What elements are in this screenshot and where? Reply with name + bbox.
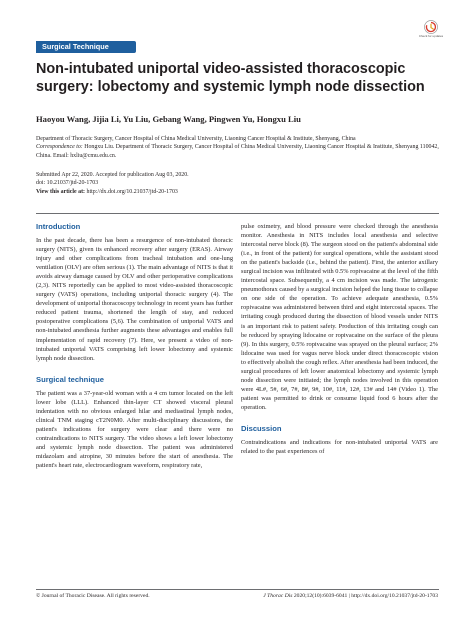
technique-continued-paragraph: pulse oximetry, and blood pressure were checked through the anesthesia monitor. Anesthesia in NITS includes local anesthesia and selective intercostal nerve block (8). The surgeon stood on the patient's abdominal side (i.e., in front of the patient) for surgical operations, while the assistant stood on the patient's backside (i.e., behind the patient). First, the anterior axillary surgical incision was infiltrated with 0.5% ropivacaine at the level of the fifth intercostal space. Subsequently, a 4 cm incision was made. The iatrogenic pneumothorax caused by a surgical incision helped the lung tissue to collapse on one side of the operation. To achieve adequate anesthesia, 0.5% ropivacaine was administered between third and eight intercostal spaces. The irritating cough produced during the dissection of blood vessels under NITS is an important risk to patient safety. Production of this irritating cough can be reduced by spraying lidocaine or ropivacaine on the surface of the pleura (9). In this surgery, 0.5% ropivacaine was sprayed on the pleural surface; 2% lidocaine was used for vagus nerve block under direct thoracoscopic vision to effectively abolish the cough reflex. After anesthesia had been induced, the surgical procedures of left lower anatomical lobectomy and systemic lymph node dissection were initiated; the lymph nodes involved in this operation were 4L#, 5#, 6#, 7#, 8#, 9#, 10#, 11#, 12#, 13# and 14# (Video 1). The patient was permitted to drink or consume liquid food 6 hours after the operation. (241, 223, 438, 411)
submission-dates: Submitted Apr 22, 2020. Accepted for publication Aug 03, 2020. (36, 172, 189, 178)
introduction-paragraph: In the past decade, there has been a resurgence of non-intubated thoracic surgery (NITS), given its enhanced recovery after surgery (ERAS). Airway injury and other complications from tracheal intubation and one-lung ventilation (OLV) are often serious (1). The main advantage of NITS is that it avoids airway damage caused by OLV and other perioperative complications (2,3). NITS reportedly can be applied to most video-assisted thoracoscopic surgery (VATS) operations, including uniportal thoracic surgery (4). The development of uniportal thoracoscopy technology in recent years has further reduced patient trauma, shortened the length of stay, and reduced postoperative complications (5,6). The combination of uniportal VATS and non-intubated anesthesia further augments these advantages and enables full implementation of rapid recovery (7). Here, we present a video of non-intubated uniportal VATS comprising left lower lobectomy and systemic lymph node dissection. (36, 237, 233, 362)
journal-name: J Thorac Dis (263, 593, 293, 599)
citation-text: 2020;12(10):6039-6041 | http://dx.doi.org/10.21037/jtd-20-1703 (293, 593, 438, 599)
left-column (36, 222, 233, 470)
check-updates-icon (424, 20, 438, 34)
correspondence-text: Hongxu Liu. Department of Thoracic Surgery, Cancer Hospital of China Medical University, Liaoning Cancer Hospital & Institute, Shenyang 110042, China. Email: hxliu@cmu.edu.cn. (36, 144, 439, 159)
footer-citation (263, 592, 438, 600)
discussion-paragraph: Contraindications and indications for non-intubated uniportal VATS are related to the past experiences of (241, 438, 438, 456)
check-updates-label: Check for updates (418, 34, 444, 38)
footer-divider (36, 589, 439, 590)
correspondence-label: Correspondence to: (36, 144, 83, 151)
correspondence (36, 143, 446, 160)
header-divider (36, 213, 439, 214)
affiliation: Department of Thoracic Surgery, Cancer Hospital of China Medical University, Liaoning Cancer Hospital & Institute, Shenyang, China (36, 136, 356, 142)
introduction-heading: Introduction (36, 222, 81, 231)
publication-info (36, 171, 446, 196)
view-article-line (36, 188, 446, 196)
view-article-link[interactable]: http://dx.doi.org/10.21037/jtd-20-1703 (86, 188, 178, 195)
discussion-heading: Discussion (241, 423, 282, 433)
technique-heading: Surgical technique (36, 374, 104, 384)
view-article-label: View this article at: (36, 188, 86, 195)
author-list: Haoyou Wang, Jijia Li, Yu Liu, Gebang Wang, Pingwen Yu, Hongxu Liu (36, 114, 301, 124)
technique-paragraph: The patient was a 37-year-old woman with a 4 cm tumor located on the left lower lobe (LLL). Enhanced thin-layer CT showed visceral pleural indentation with no obvious enlarged hilar and mediastinal lymph nodes, clinical TNM staging cT2N0M0. After multi-disciplinary discussions, the patient's indications for surgery were clear and there were no contraindications to NITS surgery. The video shows a left lower lobectomy and systemic lymph node dissection. The patient was administered midazolam and atropine, 30 minutes before the start of anesthesia. The patient's heart rate, electrocardiogram waveform, respiratory rate, (36, 389, 233, 470)
section-badge: Surgical Technique (36, 41, 136, 53)
footer-copyright: © Journal of Thoracic Disease. All rights reserved. (36, 593, 150, 599)
doi: doi: 10.21037/jtd-20-1703 (36, 180, 99, 187)
right-column (241, 222, 438, 456)
check-for-updates-button[interactable] (418, 20, 444, 42)
affiliation-block (36, 135, 446, 160)
article-title: Non-intubated uniportal video-assisted thoracoscopic surgery: lobectomy and systemic lymph node dissection (36, 61, 425, 95)
